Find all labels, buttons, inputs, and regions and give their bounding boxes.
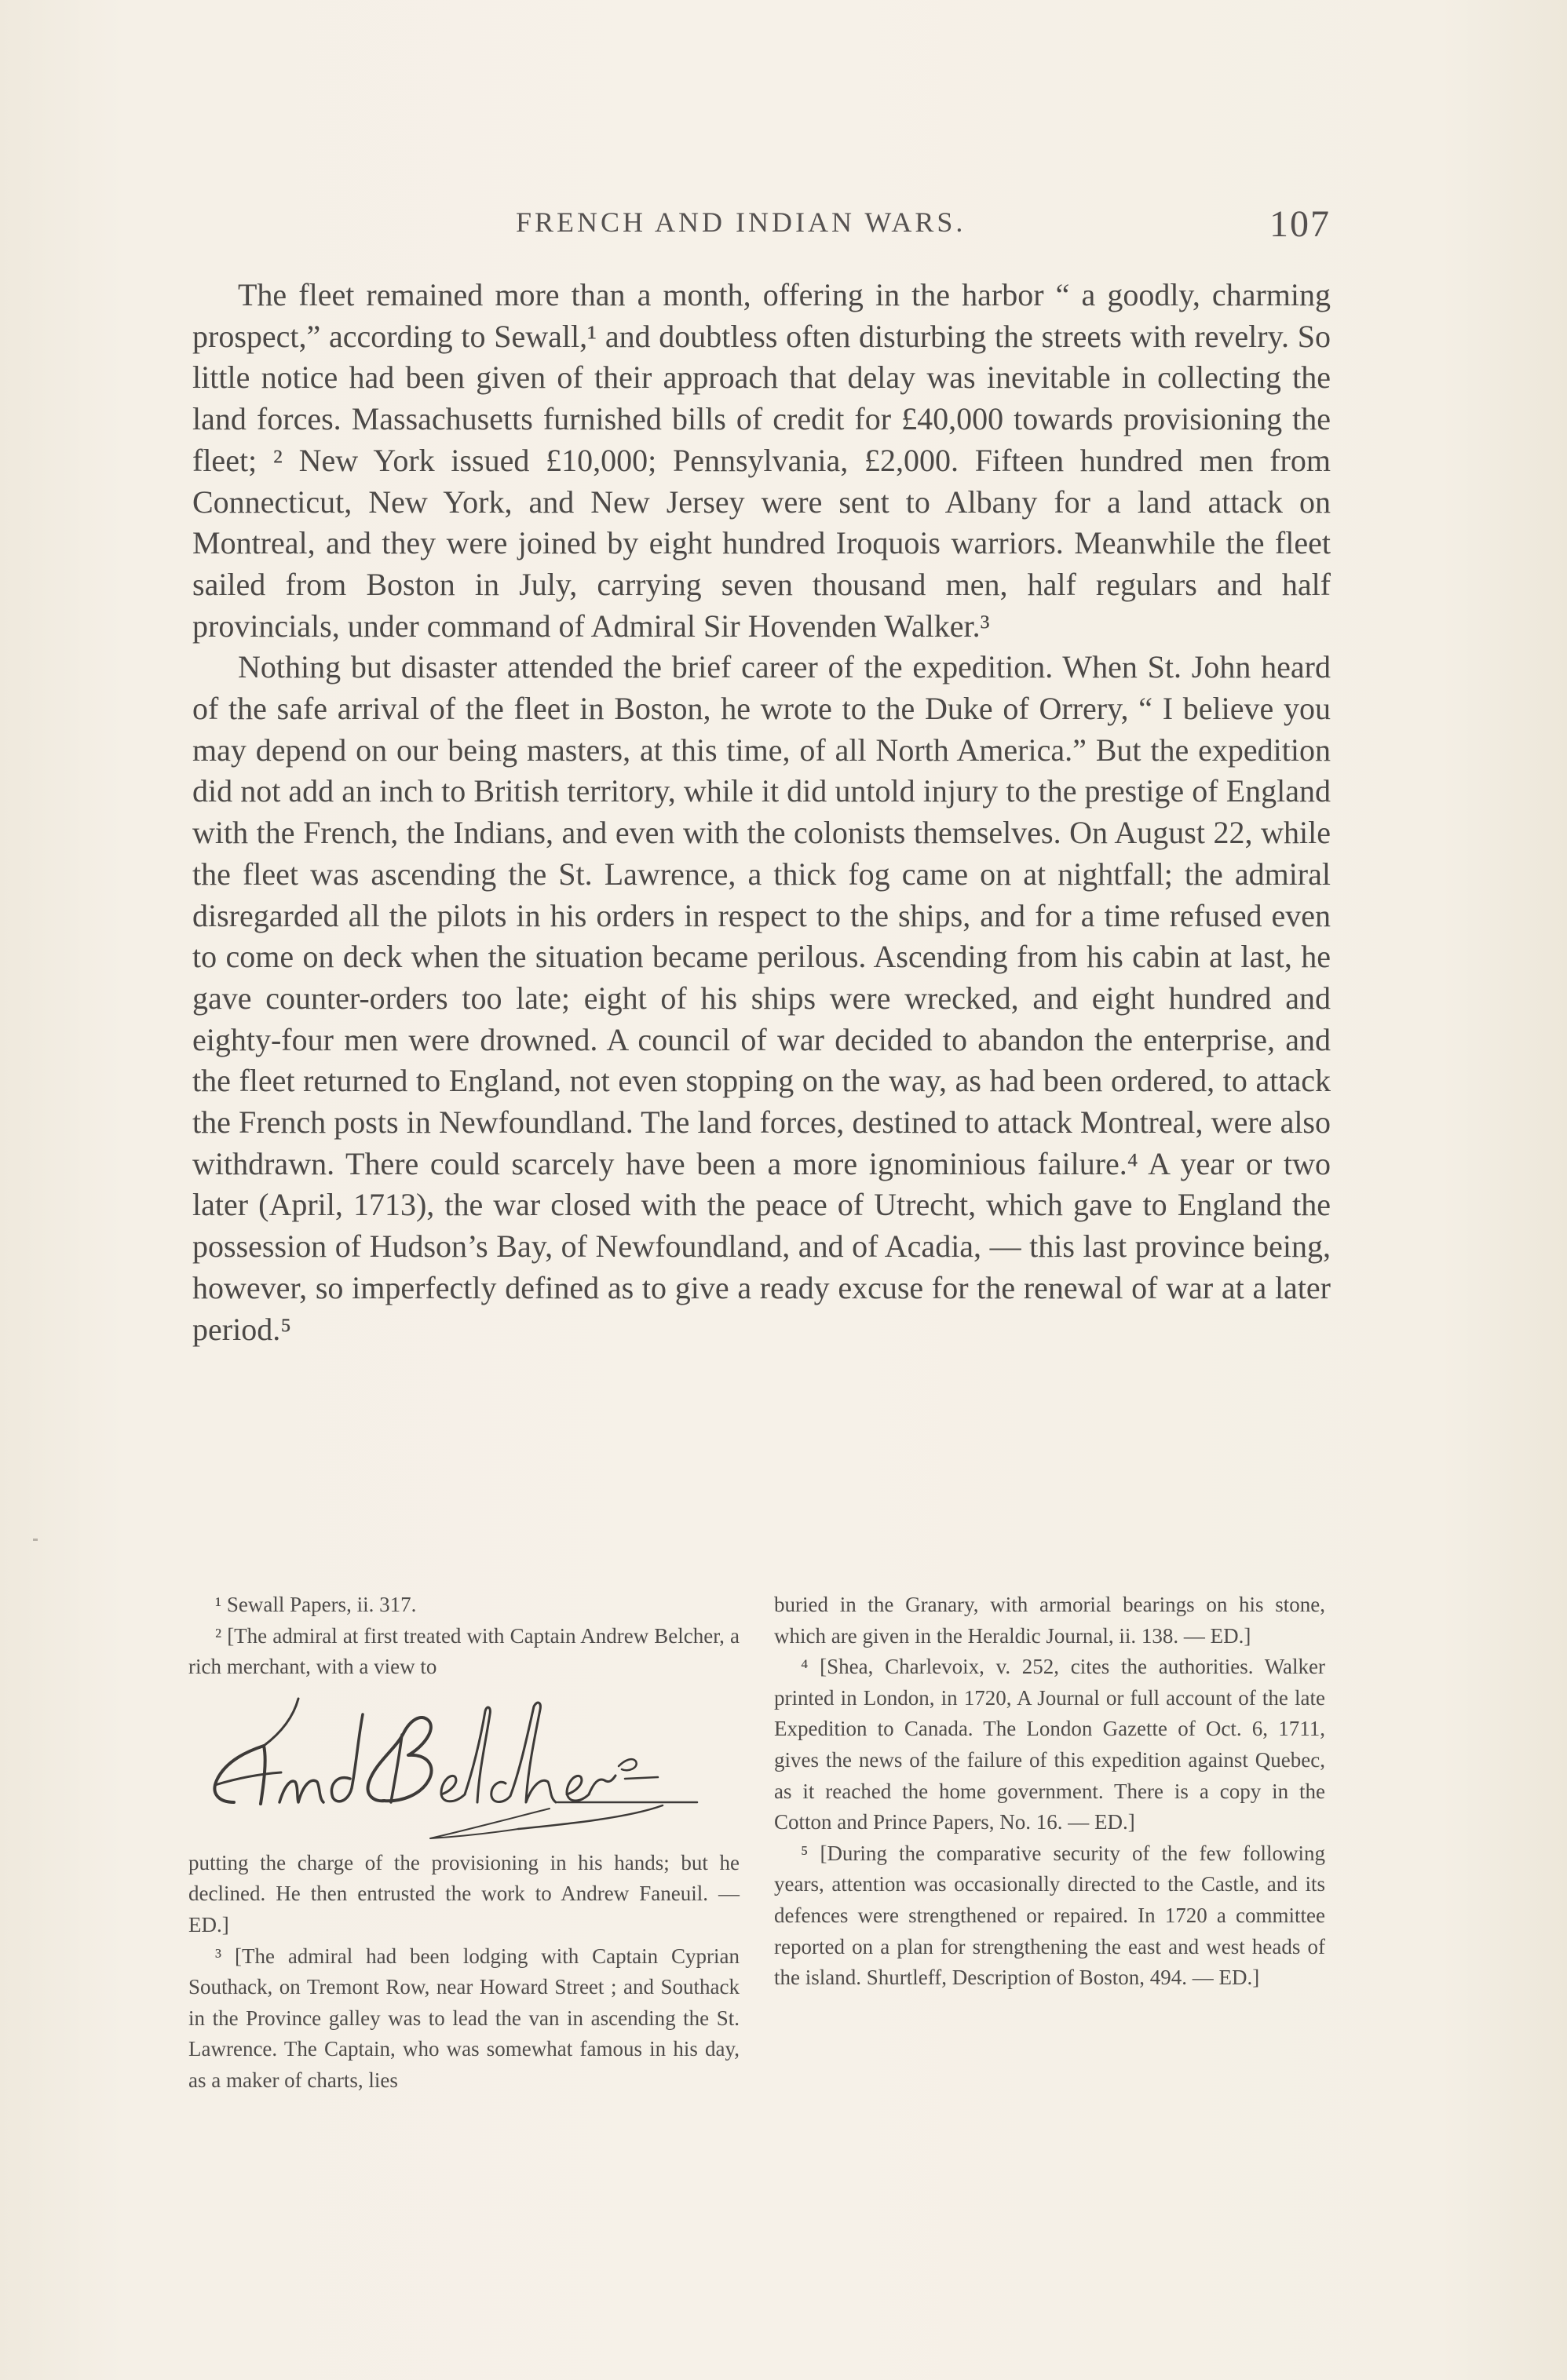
- footnote-2-continued: putting the charge of the provisioning in his hands; but he declined. He then entrusted the work to Andrew Faneuil. — ED.]: [188, 1850, 740, 1936]
- footnote-3: ³ [The admiral had been lodging with Captain Cyprian Southack, on Tremont Row, near Howard Street ; and Southack in the Province galley was to lead the van in ascending the St. Lawrence. The Captain, who was somewhat famous in his day, as a maker of charts, lies: [188, 1944, 740, 2092]
- footnote-4: ⁴ [Shea, Charlevoix, v. 252, cites the authorities. Walker printed in London, in 1720, A Journal or full account of the late Expedition to Canada. The London Gazette of Oct. 6, 1711, gives the news of the failure of this expedition against Quebec, as it reached the home government. There is a copy in the Cotton and Prince Papers, No. 16. — ED.]: [774, 1655, 1325, 1834]
- main-text: [192, 275, 1331, 1350]
- margin-mark: [33, 1539, 38, 1541]
- signature-image: [188, 1685, 740, 1848]
- belcher-signature: [188, 1685, 740, 1848]
- page-header: [192, 203, 1331, 257]
- footnote-column-right: [774, 1590, 1325, 1994]
- footnote-2: ² [The admiral at first treated with Captain Andrew Belcher, a rich merchant, with a view to: [188, 1623, 740, 1679]
- page-number: 107: [1269, 203, 1331, 245]
- footnote-3-continued: buried in the Granary, with armorial bearings on his stone, which are given in the Heraldic Journal, ii. 138. — ED.]: [774, 1593, 1325, 1648]
- footnote-5: ⁵ [During the comparative security of the few following years, attention was occasionally directed to the Castle, and its defences were strengthened or repaired. In 1720 a committee reported on a plan for strengthening the east and west heads of the island. Shurtleff, Description of Boston, 494. — ED.]: [774, 1841, 1325, 1990]
- footnote-column-left: [188, 1590, 740, 2097]
- running-head: FRENCH AND INDIAN WARS.: [516, 206, 966, 238]
- body-paragraph: The fleet remained more than a month, offering in the harbor “ a goodly, charming prospect,” according to Sewall,¹ and doubtless often disturbing the streets with revelry. So little notice had been given of their approach that delay was inevitable in collecting the land forces. Massachusetts furnished bills of credit for £40,000 towards provisioning the fleet; ² New York issued £10,000; Pennsylvania, £2,000. Fifteen hundred men from Connecticut, New York, and New Jersey were sent to Albany for a land attack on Montreal, and they were joined by eight hundred Iroquois warriors. Meanwhile the fleet sailed from Boston in July, carrying seven thousand men, half regulars and half provincials, under command of Admiral Sir Hovenden Walker.³: [192, 277, 1331, 644]
- footnote-1: ¹ Sewall Papers, ii. 317.: [215, 1593, 417, 1616]
- body-paragraph: Nothing but disaster attended the brief career of the expedition. When St. John heard of the safe arrival of the fleet in Boston, he wrote to the Duke of Orrery, “ I believe you may depend on our being masters, at this time, of all North America.” But the expedition did not add an inch to British territory, while it did untold injury to the prestige of England with the French, the Indians, and even with the colonists themselves. On August 22, while the fleet was ascending the St. Lawrence, a thick fog came on at nightfall; the admiral disregarded all the pilots in his orders in respect to the ships, and for a time refused even to come on deck when the situation became perilous. Ascending from his cabin at last, he gave counter-orders too late; eight of his ships were wrecked, and eight hundred and eighty-four men were drowned. A council of war decided to abandon the enterprise, and the fleet returned to England, not even stopping on the way, as had been ordered, to attack the French posts in Newfoundland. The land forces, destined to attack Montreal, were also withdrawn. There could scarcely have been a more ignominious failure.⁴ A year or two later (April, 1713), the war closed with the peace of Utrecht, which gave to England the possession of Hudson’s Bay, of Newfoundland, and of Acadia, — this last province being, however, so imperfectly defined as to give a ready excuse for the renewal of war at a later period.⁵: [192, 649, 1331, 1347]
- footnotes: [188, 1590, 1335, 2170]
